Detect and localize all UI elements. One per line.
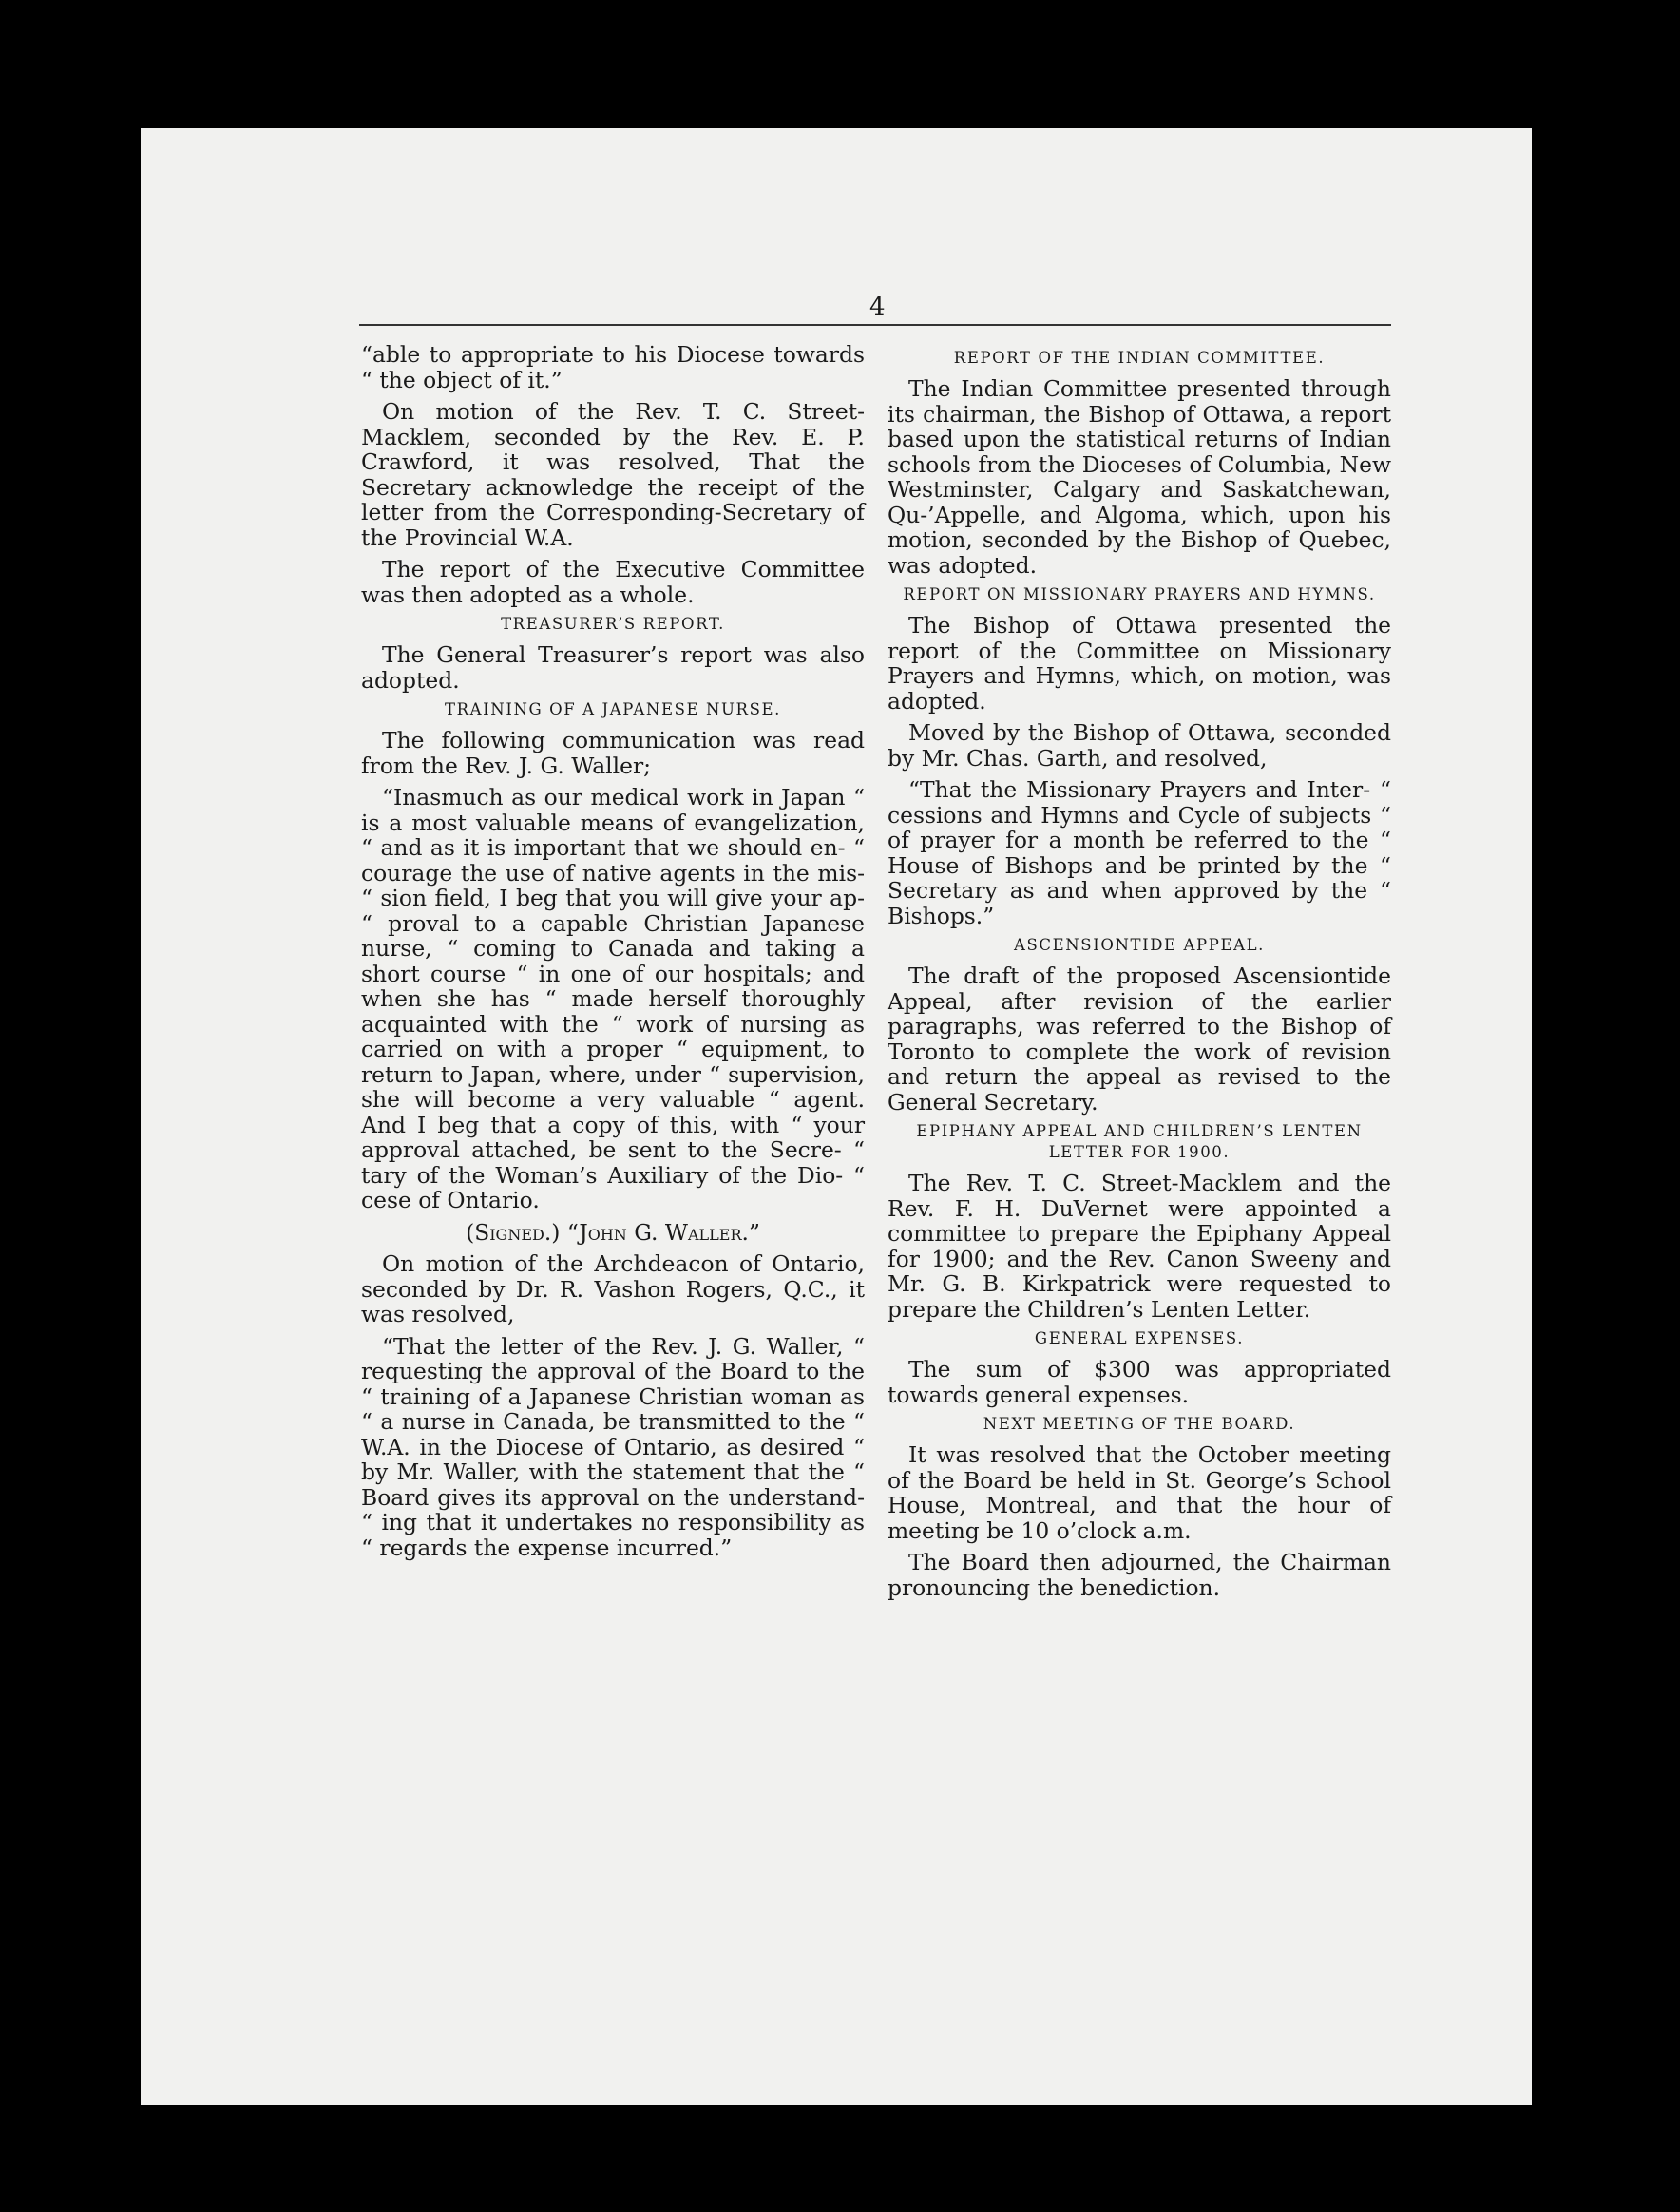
section-heading: GENERAL EXPENSES. bbox=[1034, 1329, 1245, 1347]
paragraph: “That the Missionary Prayers and Inter- “ cessions and Hymns and Cycle of subjects “ of prayer for a month be referred to the “ House of Bishops and be printed by the “ Secretary as and when approved by the “ Bishops.” bbox=[888, 776, 1391, 929]
paragraph: Moved by the Bishop of Ottawa, seconded by Mr. Chas. Garth, and resolved, bbox=[888, 719, 1391, 772]
paragraph: The following communication was read from the Rev. J. G. Waller; bbox=[361, 727, 865, 779]
left-column bbox=[361, 342, 865, 1567]
paragraph: “able to appropriate to his Diocese towards “ the object of it.” bbox=[361, 341, 865, 393]
paragraph: “Inasmuch as our medical work in Japan “ is a most valuable means of evangelization, “ and as it is important that we should en- “ courage the use of native agents in the mis- “ sion field, I beg that you will give your ap- “ proval to a capable Christian Japanese nurse, “ coming to Canada and taking a short course “ in one of our hospitals; and when she has “ made herself thoroughly acquainted with the “ work of nursing as carried on with a proper “ equipment, to return to Japan, where, under “ supervision, she will become a very valuable “ agent. And I beg that a copy of this, with “ your approval attached, be sent to the Secre- “ tary of the Woman’s Auxiliary of the Dio- “ cese of Ontario. bbox=[361, 784, 865, 1213]
paragraph: The Indian Committee presented through its chairman, the Bishop of Ottawa, a report based upon the statistical returns of Indian schools from the Dioceses of Columbia, New Westminster, Calgary and Saskatchewan, Qu-’Appelle, and Algoma, which, upon his motion, seconded by the Bishop of Quebec, was adopted. bbox=[888, 375, 1391, 579]
paragraph: The Rev. T. C. Street-Macklem and the Rev. F. H. DuVernet were appointed a committee to prepare the Epiphany Appeal for 1900; and the Rev. Canon Sweeny and Mr. G. B. Kirkpatrick were requested to prepare the Children’s Lenten Letter. bbox=[888, 1170, 1391, 1323]
paragraph: The sum of $300 was appropriated towards general expenses. bbox=[888, 1356, 1391, 1408]
paragraph: “That the letter of the Rev. J. G. Waller, “ requesting the approval of the Board to the “ training of a Japanese Christian woman as “ a nurse in Canada, be transmitted to the “ W.A. in the Diocese of Ontario, as desired “ by Mr. Waller, with the statement that the “ Board gives its approval on the understand- “ ing that it undertakes no responsibility as “ regards the expense incurred.” bbox=[361, 1332, 865, 1561]
header-rule bbox=[359, 324, 1391, 326]
section-heading: REPORT ON MISSIONARY PRAYERS AND HYMNS. bbox=[903, 585, 1376, 603]
paragraph: The Board then adjourned, the Chairman pronouncing the benediction. bbox=[888, 1549, 1391, 1601]
paragraph: (Signed.) “John G. Waller.” bbox=[466, 1218, 760, 1246]
paragraph: The General Treasurer’s report was also adopted. bbox=[361, 641, 865, 694]
paragraph: On motion of the Rev. T. C. Street-Macklem, seconded by the Rev. E. P. Crawford, it was resolved, That the Secretary acknowledge the receipt of the letter from the Corresponding-Secretary of the Provincial W.A. bbox=[361, 398, 865, 551]
paragraph: It was resolved that the October meeting of the Board be held in St. George’s School House, Montreal, and that the hour of meeting be 10 o’clock a.m. bbox=[888, 1441, 1391, 1544]
paragraph: The report of the Executive Committee was then adopted as a whole. bbox=[361, 556, 865, 608]
section-heading: NEXT MEETING OF THE BOARD. bbox=[983, 1415, 1296, 1433]
section-heading: TRAINING OF A JAPANESE NURSE. bbox=[445, 700, 781, 718]
paragraph: The Bishop of Ottawa presented the report of the Committee on Missionary Prayers and Hymns, which, on motion, was adopted. bbox=[888, 612, 1391, 715]
paragraph: On motion of the Archdeacon of Ontario, seconded by Dr. R. Vashon Rogers, Q.C., it was resolved, bbox=[361, 1250, 865, 1327]
section-heading: ASCENSIONTIDE APPEAL. bbox=[1013, 936, 1266, 954]
right-column bbox=[888, 342, 1391, 1607]
paragraph: The draft of the proposed Ascensiontide Appeal, after revision of the earlier paragraphs, was referred to the Bishop of Toronto to complete the work of revision and return the appeal as revised to the General Secretary. bbox=[888, 963, 1391, 1116]
section-heading: TREASURER’S REPORT. bbox=[501, 615, 725, 633]
page-number: 4 bbox=[869, 293, 886, 321]
section-heading: EPIPHANY APPEAL AND CHILDREN’S LENTEN LETTER FOR 1900. bbox=[916, 1122, 1363, 1161]
section-heading: REPORT OF THE INDIAN COMMITTEE. bbox=[953, 349, 1326, 367]
